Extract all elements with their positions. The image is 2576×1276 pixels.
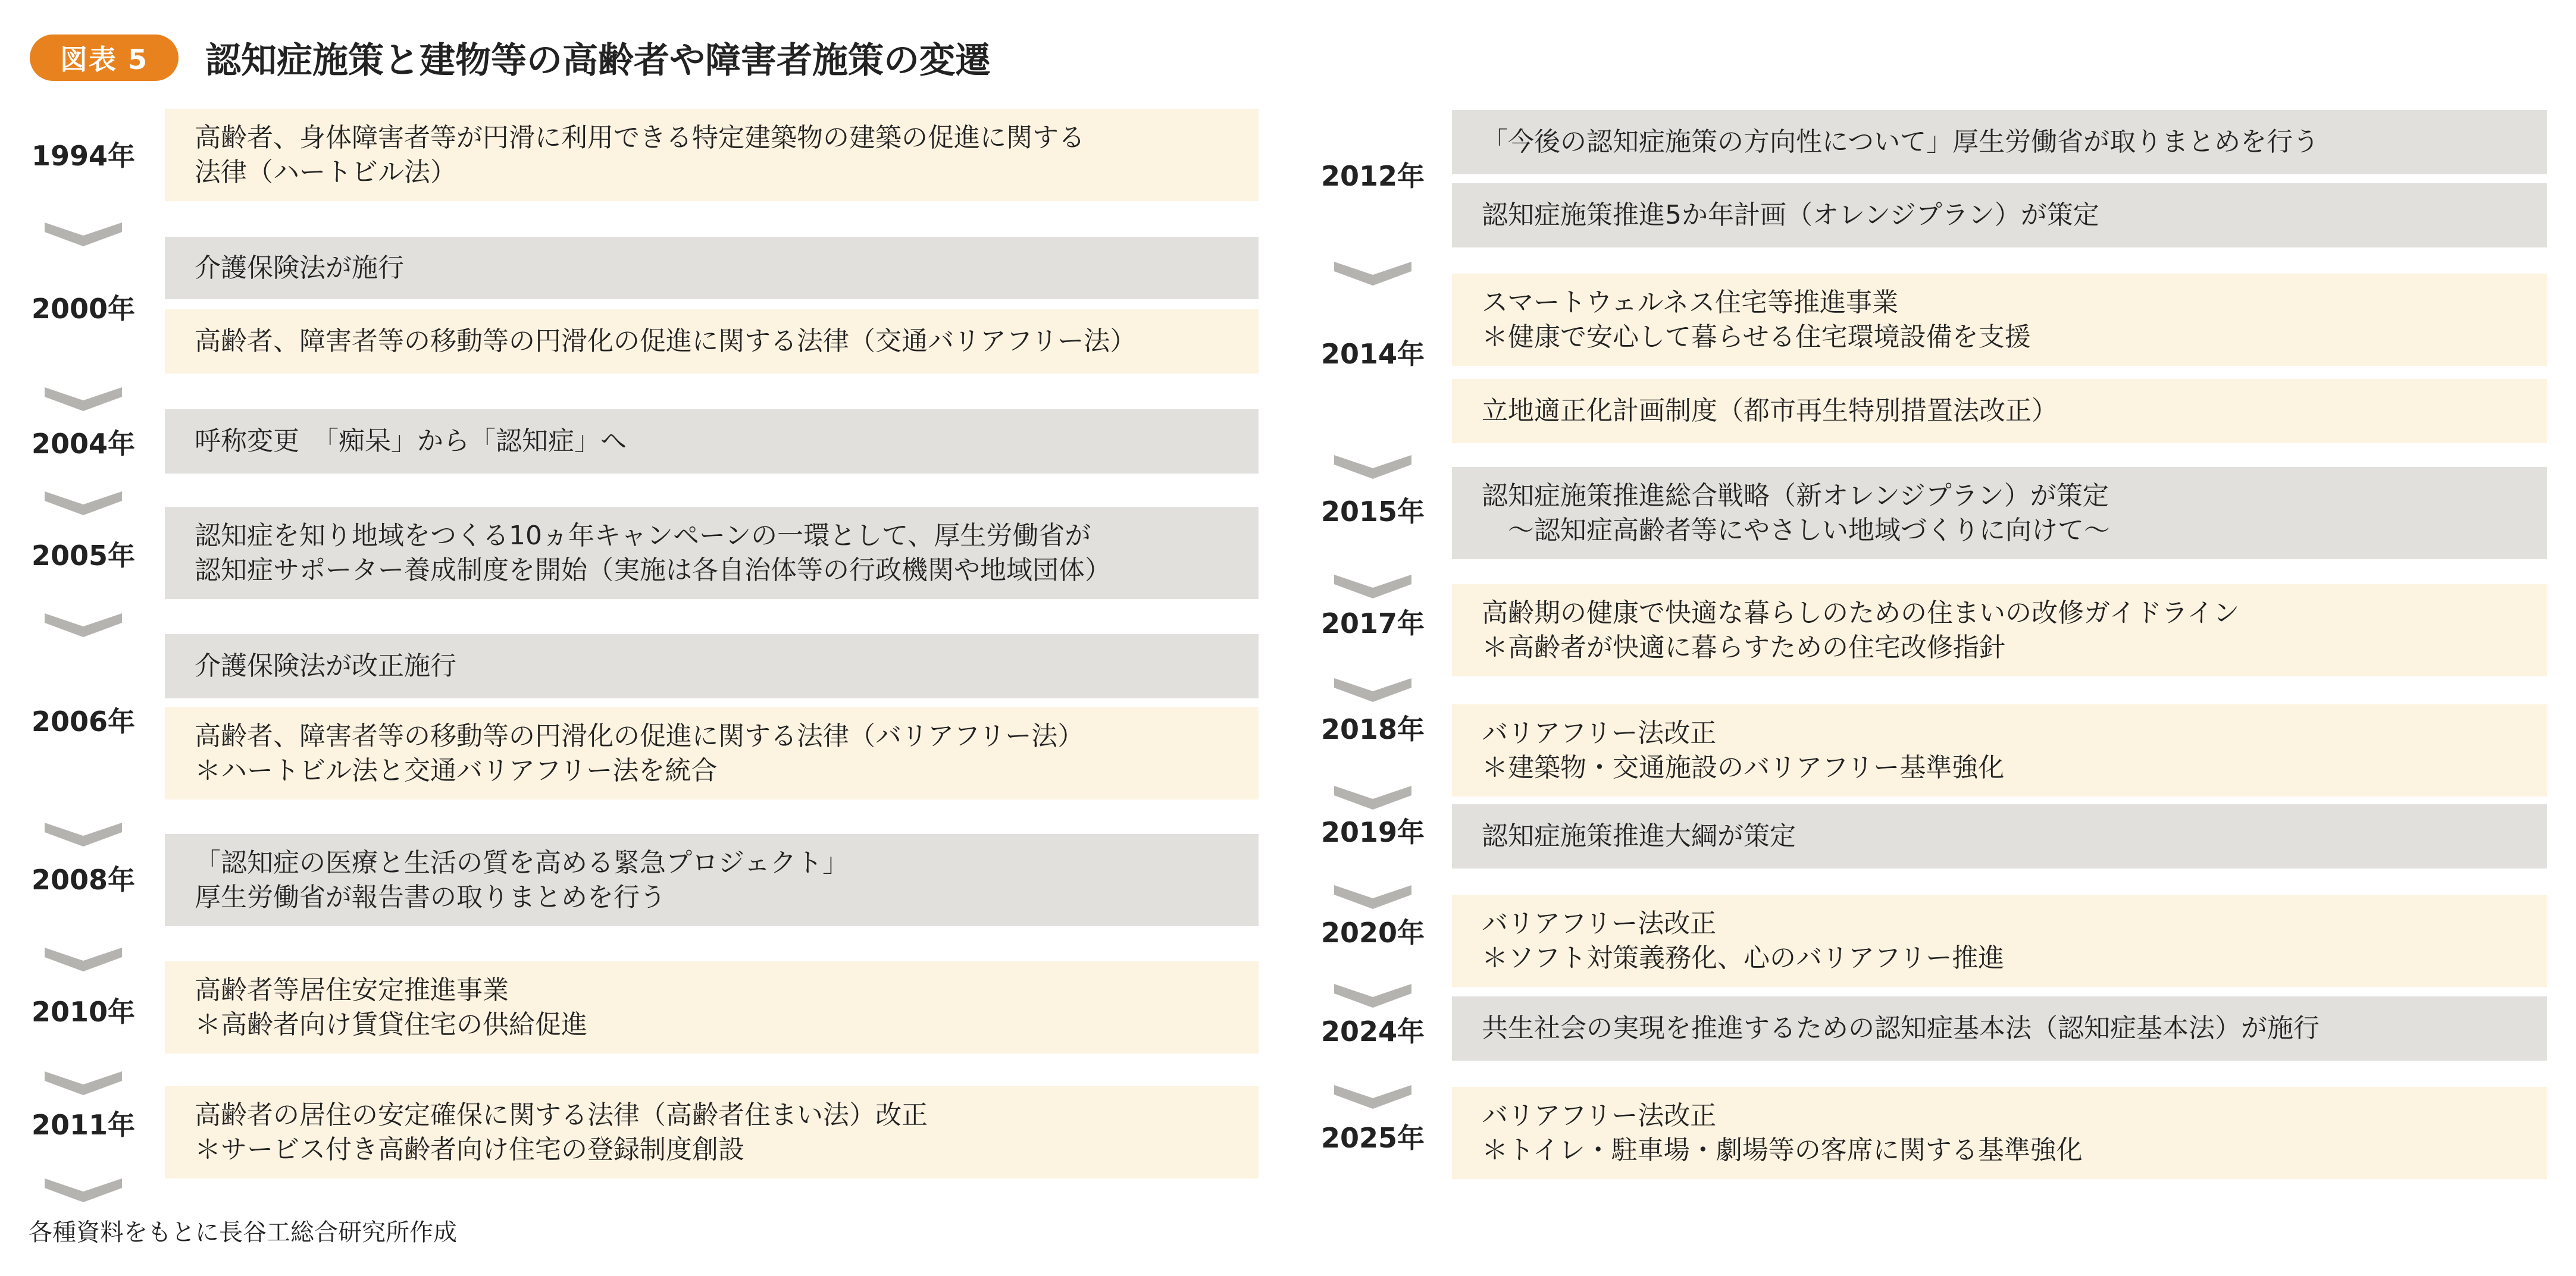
event-text-line: 高齢者等居住安定推進事業 xyxy=(195,974,509,1005)
left-event-box-5 xyxy=(165,507,1259,599)
right-year-2015: 2015年 xyxy=(1320,496,1425,528)
right-year-2020: 2020年 xyxy=(1320,917,1425,949)
right-chevron-down-icon-4 xyxy=(1334,673,1411,703)
left-chevron-down-icon-1 xyxy=(45,218,122,247)
right-event-box-1 xyxy=(1452,110,2547,174)
right-chevron-down-icon-1 xyxy=(1334,257,1411,287)
right-event-box-2 xyxy=(1452,183,2547,247)
event-text-line: バリアフリー法改正 xyxy=(1482,717,1717,748)
left-chevron-down-icon-6 xyxy=(45,943,122,973)
right-year-2025: 2025年 xyxy=(1320,1122,1425,1154)
right-year-2024: 2024年 xyxy=(1320,1015,1425,1048)
event-text-line: バリアフリー法改正 xyxy=(1482,1100,1717,1131)
right-chevron-down-icon-6 xyxy=(1334,880,1411,910)
event-text-line: バリアフリー法改正 xyxy=(1482,908,1717,939)
event-text-line: 介護保険法が施行 xyxy=(195,252,404,283)
left-year-2006: 2006年 xyxy=(31,706,136,738)
left-event-box-1 xyxy=(165,109,1259,201)
event-text-line: 呼称変更 「痴呆」から「認知症」へ xyxy=(195,426,627,456)
event-text-line: スマートウェルネス住宅等推進事業 xyxy=(1482,287,1899,318)
left-event-box-10 xyxy=(165,1086,1259,1178)
event-text-line: ＊高齢者向け賃貸住宅の供給促進 xyxy=(195,1009,587,1040)
right-event-box-9 xyxy=(1452,895,2547,987)
event-text-line: 「認知症の医療と生活の質を高める緊急プロジェクト」 xyxy=(195,847,849,878)
event-text-line: 共生社会の実現を推進するための認知症基本法（認知症基本法）が施行 xyxy=(1482,1013,2320,1043)
right-event-box-3 xyxy=(1452,274,2547,366)
event-text-line: 法律（ハートビル法） xyxy=(195,156,456,187)
right-event-box-6 xyxy=(1452,584,2547,676)
figure-badge: 図表 5 xyxy=(30,35,179,81)
source-note: 各種資料をもとに長谷工総合研究所作成 xyxy=(29,1219,457,1246)
event-text-line: 認知症施策推進総合戦略（新オレンジプラン）が策定 xyxy=(1482,480,2109,511)
right-year-2014: 2014年 xyxy=(1320,338,1425,370)
event-text-line: 高齢者、身体障害者等が円滑に利用できる特定建築物の建築の促進に関する xyxy=(195,122,1085,153)
event-text-line: ＊健康で安心して暮らせる住宅環境設備を支援 xyxy=(1482,321,2031,352)
left-chevron-down-icon-7 xyxy=(45,1067,122,1096)
figure-header xyxy=(30,35,991,81)
left-chevron-down-icon-8 xyxy=(45,1174,122,1203)
left-year-2005: 2005年 xyxy=(31,540,136,572)
right-chevron-down-icon-2 xyxy=(1334,450,1411,480)
left-event-box-4 xyxy=(165,409,1259,474)
event-text-line: 認知症サポーター養成制度を開始（実施は各自治体等の行政機関や地域団体） xyxy=(195,554,1111,585)
right-year-2017: 2017年 xyxy=(1320,607,1425,639)
event-text-line: ＊ハートビル法と交通バリアフリー法を統合 xyxy=(195,755,718,786)
left-year-2011: 2011年 xyxy=(31,1109,136,1141)
event-text-line: 認知症施策推進大綱が策定 xyxy=(1482,821,1796,851)
left-event-box-6 xyxy=(165,634,1259,698)
right-event-box-10 xyxy=(1452,996,2547,1061)
left-year-1994: 1994年 xyxy=(31,140,136,172)
left-chevron-down-icon-4 xyxy=(45,609,122,638)
left-chevron-down-icon-2 xyxy=(45,383,122,412)
left-year-2000: 2000年 xyxy=(31,293,136,325)
right-event-box-11 xyxy=(1452,1087,2547,1179)
right-chevron-down-icon-5 xyxy=(1334,781,1411,811)
right-chevron-down-icon-3 xyxy=(1334,570,1411,600)
right-event-box-7 xyxy=(1452,704,2547,797)
event-text-line: ＊建築物・交通施設のバリアフリー基準強化 xyxy=(1482,752,2005,783)
right-chevron-down-icon-7 xyxy=(1334,979,1411,1009)
right-event-box-5 xyxy=(1452,467,2547,559)
left-event-box-3 xyxy=(165,309,1259,374)
event-text-line: 高齢者の居住の安定確保に関する法律（高齢者住まい法）改正 xyxy=(195,1099,928,1130)
event-text-line: 高齢者、障害者等の移動等の円滑化の促進に関する法律（バリアフリー法） xyxy=(195,720,1084,751)
figure-title: 認知症施策と建物等の高齢者や障害者施策の変遷 xyxy=(205,40,991,81)
event-text-line: 厚生労働省が報告書の取りまとめを行う xyxy=(195,882,666,913)
right-year-2019: 2019年 xyxy=(1320,816,1425,848)
event-text-line: 認知症を知り地域をつくる10ヵ年キャンペーンの一環として、厚生労働省が xyxy=(195,520,1091,551)
right-year-2018: 2018年 xyxy=(1320,713,1425,745)
event-text-line: 「今後の認知症施策の方向性について」厚生労働省が取りまとめを行う xyxy=(1482,127,2320,157)
event-text-line: ～認知症高齢者等にやさしい地域づくりに向けて～ xyxy=(1482,515,2110,545)
event-text-line: 高齢者、障害者等の移動等の円滑化の促進に関する法律（交通バリアフリー法） xyxy=(195,326,1137,356)
right-year-2012: 2012年 xyxy=(1320,160,1425,192)
event-text-line: 高齢期の健康で快適な暮らしのための住まいの改修ガイドライン xyxy=(1482,597,2240,628)
left-year-2008: 2008年 xyxy=(31,864,136,896)
event-text-line: 立地適正化計画制度（都市再生特別措置法改正） xyxy=(1482,396,2058,426)
left-chevron-down-icon-5 xyxy=(45,818,122,848)
left-year-2004: 2004年 xyxy=(31,428,136,460)
right-event-box-8 xyxy=(1452,804,2547,869)
left-event-box-2 xyxy=(165,237,1259,299)
event-text-line: 認知症施策推進5か年計画（オレンジプラン）が策定 xyxy=(1482,200,2099,230)
left-chevron-down-icon-3 xyxy=(45,487,122,516)
event-text-line: ＊ソフト対策義務化、心のバリアフリー推進 xyxy=(1482,942,2005,973)
left-event-box-8 xyxy=(165,834,1259,926)
left-event-box-7 xyxy=(165,707,1259,800)
event-text-line: ＊トイレ・駐車場・劇場等の客席に関する基準強化 xyxy=(1482,1134,2083,1165)
event-text-line: ＊サービス付き高齢者向け住宅の登録制度創設 xyxy=(195,1134,744,1165)
right-chevron-down-icon-8 xyxy=(1334,1080,1411,1110)
event-text-line: ＊高齢者が快適に暮らすための住宅改修指針 xyxy=(1482,632,2005,663)
left-year-2010: 2010年 xyxy=(31,996,136,1028)
event-text-line: 介護保険法が改正施行 xyxy=(195,651,456,681)
right-event-box-4 xyxy=(1452,379,2547,443)
left-event-box-9 xyxy=(165,961,1259,1054)
